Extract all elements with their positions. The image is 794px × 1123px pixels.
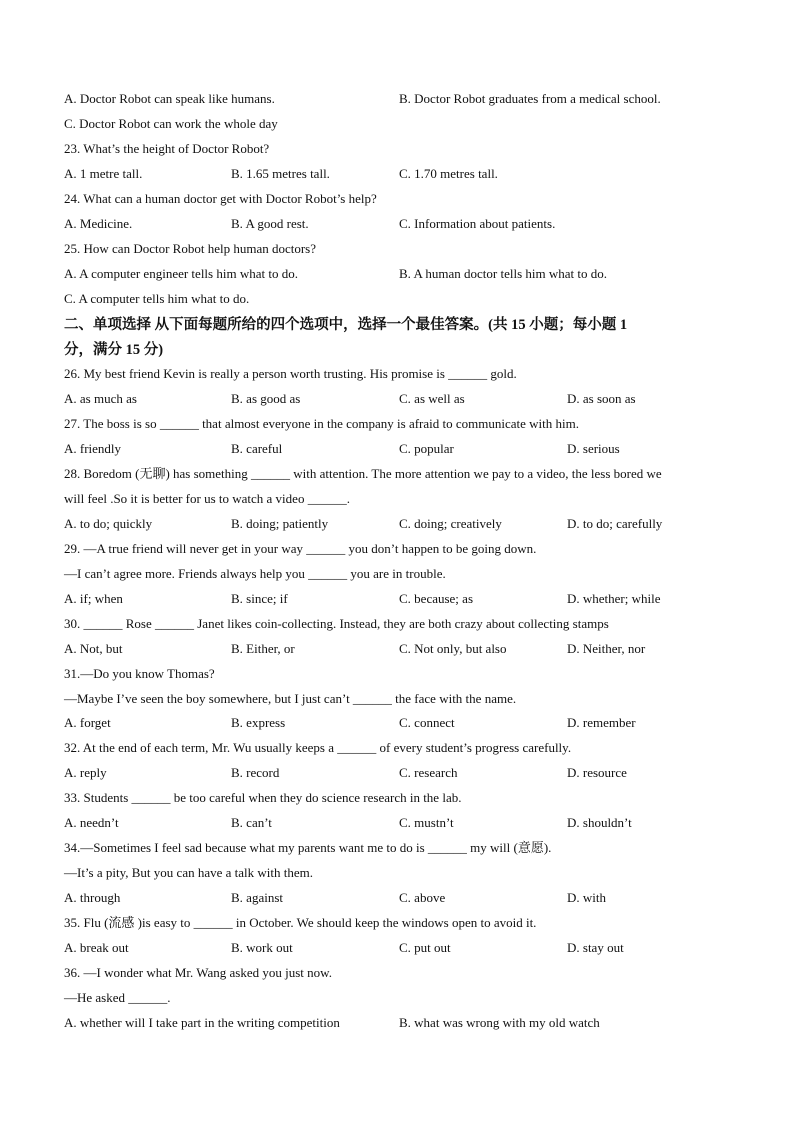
q34-stem-cont: —It’s a pity, But you can have a talk with them. bbox=[64, 865, 313, 880]
q30-option-c: C. Not only, but also bbox=[399, 641, 507, 656]
q33-stem: 33. Students ______ be too careful when they do science research in the lab. bbox=[64, 790, 462, 805]
q28-option-c: C. doing; creatively bbox=[399, 516, 502, 531]
q32-option-c: C. research bbox=[399, 765, 458, 780]
q25-option-b: B. A human doctor tells him what to do. bbox=[399, 266, 607, 281]
q22-option-c: C. Doctor Robot can work the whole day bbox=[64, 116, 278, 131]
q27-option-c: C. popular bbox=[399, 441, 454, 456]
q31-stem-cont: —Maybe I’ve seen the boy somewhere, but I just can’t ______ the face with the name. bbox=[64, 691, 517, 706]
q35-option-d: D. stay out bbox=[567, 940, 624, 955]
q24-stem: 24. What can a human doctor get with Doctor Robot’s help? bbox=[64, 191, 377, 206]
q35-option-b: B. work out bbox=[231, 940, 293, 955]
q25-stem: 25. How can Doctor Robot help human doctors? bbox=[64, 241, 317, 256]
q34-option-a: A. through bbox=[64, 890, 121, 905]
q27-option-a: A. friendly bbox=[64, 441, 122, 456]
q27-option-b: B. careful bbox=[231, 441, 283, 456]
q27-stem: 27. The boss is so ______ that almost everyone in the company is afraid to communicate with him. bbox=[64, 416, 579, 431]
q35-option-a: A. break out bbox=[64, 940, 129, 955]
q23-option-a: A. 1 metre tall. bbox=[64, 166, 143, 181]
q30-option-b: B. Either, or bbox=[231, 641, 295, 656]
q26-option-a: A. as much as bbox=[64, 391, 137, 406]
q34-stem: 34.—Sometimes I feel sad because what my parents want me to do is ______ my will (意愿). bbox=[64, 840, 552, 855]
q35-stem: 35. Flu (流感 )is easy to ______ in October. We should keep the windows open to avoid it. bbox=[64, 915, 537, 930]
q26-option-d: D. as soon as bbox=[567, 391, 636, 406]
q29-stem-cont: —I can’t agree more. Friends always help you ______ you are in trouble. bbox=[64, 566, 446, 581]
q35-option-c: C. put out bbox=[399, 940, 451, 955]
q31-option-a: A. forget bbox=[64, 715, 111, 730]
q22-option-b: B. Doctor Robot graduates from a medical school. bbox=[399, 91, 661, 106]
section-heading-cont: 分，满分 15 分) bbox=[64, 342, 164, 358]
q26-stem: 26. My best friend Kevin is really a person worth trusting. His promise is ______ gold. bbox=[64, 366, 517, 381]
q36-stem-cont: —He asked ______. bbox=[64, 990, 171, 1005]
q30-stem: 30. ______ Rose ______ Janet likes coin-collecting. Instead, they are both crazy about collecting stamps bbox=[64, 616, 609, 631]
q29-option-b: B. since; if bbox=[231, 591, 288, 606]
q28-option-a: A. to do; quickly bbox=[64, 516, 153, 531]
q29-stem: 29. —A true friend will never get in your way ______ you don’t happen to be going down. bbox=[64, 541, 537, 556]
q31-option-c: C. connect bbox=[399, 715, 455, 730]
q29-option-a: A. if; when bbox=[64, 591, 123, 606]
q36-option-a: A. whether will I take part in the writing competition bbox=[64, 1015, 340, 1030]
q33-option-d: D. shouldn’t bbox=[567, 815, 632, 830]
q30-option-d: D. Neither, nor bbox=[567, 641, 646, 656]
q24-option-b: B. A good rest. bbox=[231, 216, 309, 231]
q32-option-d: D. resource bbox=[567, 765, 627, 780]
q23-option-b: B. 1.65 metres tall. bbox=[231, 166, 330, 181]
q28-option-b: B. doing; patiently bbox=[231, 516, 329, 531]
q24-option-c: C. Information about patients. bbox=[399, 216, 556, 231]
q28-stem: 28. Boredom (无聊) has something ______ with attention. The more attention we pay to a video, the less bored we bbox=[64, 466, 662, 481]
q33-option-b: B. can’t bbox=[231, 815, 272, 830]
q32-stem: 32. At the end of each term, Mr. Wu usually keeps a ______ of every student’s progress carefully. bbox=[64, 740, 572, 755]
q36-stem: 36. —I wonder what Mr. Wang asked you just now. bbox=[64, 965, 332, 980]
q32-option-b: B. record bbox=[231, 765, 280, 780]
q30-option-a: A. Not, but bbox=[64, 641, 123, 656]
q36-option-b: B. what was wrong with my old watch bbox=[399, 1015, 600, 1030]
q25-option-a: A. A computer engineer tells him what to do. bbox=[64, 266, 298, 281]
q32-option-a: A. reply bbox=[64, 765, 107, 780]
q31-option-d: D. remember bbox=[567, 715, 636, 730]
q29-option-d: D. whether; while bbox=[567, 591, 661, 606]
q31-option-b: B. express bbox=[231, 715, 286, 730]
q25-option-c: C. A computer tells him what to do. bbox=[64, 291, 250, 306]
section-heading: 二、单项选择 从下面每题所给的四个选项中，选择一个最佳答案。(共 15 小题；每小题 1 bbox=[64, 317, 628, 333]
q22-option-a: A. Doctor Robot can speak like humans. bbox=[64, 91, 275, 106]
q27-option-d: D. serious bbox=[567, 441, 620, 456]
q26-option-c: C. as well as bbox=[399, 391, 465, 406]
q34-option-c: C. above bbox=[399, 890, 446, 905]
q28-option-d: D. to do; carefully bbox=[567, 516, 663, 531]
q23-stem: 23. What’s the height of Doctor Robot? bbox=[64, 141, 270, 156]
q33-option-a: A. needn’t bbox=[64, 815, 119, 830]
q28-stem-cont: will feel .So it is better for us to watch a video ______. bbox=[64, 491, 350, 506]
q34-option-b: B. against bbox=[231, 890, 283, 905]
q33-option-c: C. mustn’t bbox=[399, 815, 454, 830]
q23-option-c: C. 1.70 metres tall. bbox=[399, 166, 498, 181]
q26-option-b: B. as good as bbox=[231, 391, 301, 406]
q29-option-c: C. because; as bbox=[399, 591, 474, 606]
q31-stem: 31.—Do you know Thomas? bbox=[64, 666, 215, 681]
q34-option-d: D. with bbox=[567, 890, 606, 905]
q24-option-a: A. Medicine. bbox=[64, 216, 133, 231]
